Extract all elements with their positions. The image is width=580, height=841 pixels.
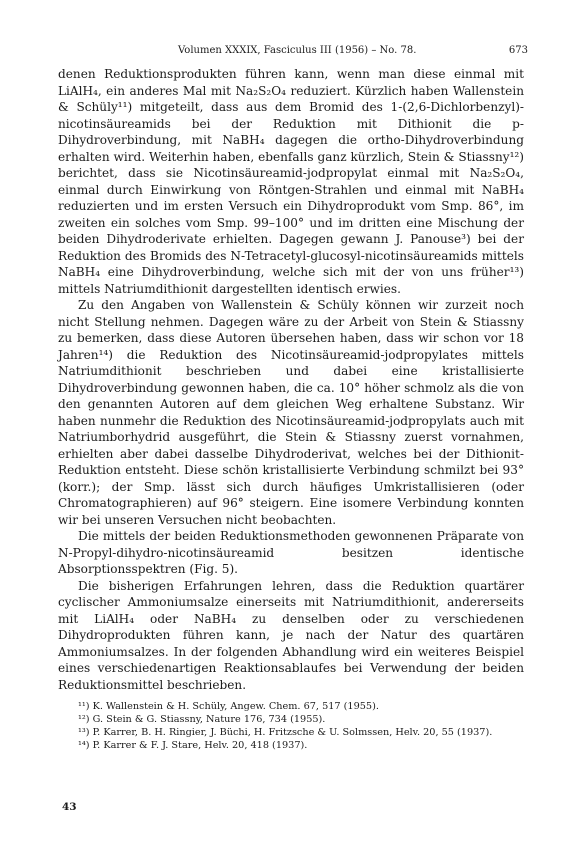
footnote: ¹¹) K. Wallenstein & H. Schüly, Angew. Chem. 67, 517 (1955). [78,701,379,712]
running-header [58,42,528,60]
paragraph: Die bisherigen Erfahrungen lehren, dass die Reduktion quartärer cyclischer Ammoniumsalze einerseits mit Natriumdithionit, andererseits mit LiAlH₄ oder NaBH₄ zu denselben oder zu verschiedenen Dihydroprodukten führen kann, je nach der Natur des quartären Ammoniumsalzes. In der folgenden Abhandlung wird ein weiteres Beispiel eines verschiedenartigen Reaktionsablaufes bei Verwendung der beiden Reduktionsmittel beschrieben. [58,578,524,692]
body-text [58,66,524,693]
paragraph: denen Reduktionsprodukten führen kann, wenn man diese einmal mit LiAlH₄, ein anderes Mal mit Na₂S₂O₄ reduziert. Kürzlich haben Wallenstein & Schüly¹¹) mitgeteilt, dass aus dem Bromid des 1-(2,6-Dichlorbenzyl)-nicotinsäureamids bei der Reduktion mit Dithionit die p-Dihydroverbindung, mit NaBH₄ dagegen die ortho-Dihydroverbindung erhalten wird. Weiterhin haben, ebenfalls ganz kürzlich, Stein & Stiassny¹²) berichtet, dass sie Nicotinsäureamid-jodpropylat einmal mit Na₂S₂O₄, einmal durch Einwirkung von Röntgen-Strahlen und einmal mit NaBH₄ reduzierten und im ersten Versuch ein Dihydroprodukt vom Smp. 86°, im zweiten ein solches vom Smp. 99–100° und im dritten eine Mischung der beiden Dihydroderivate erhielten. Dagegen gewann J. Panouse³) bei der Reduktion des Bromids des N-Tetracetyl-glucosyl-nicotinsäureamids mittels NaBH₄ eine Dihydroverbindung, welche sich mit der von uns früher¹³) mittels Natriumdithionit dargestellten identisch erwies. [58,67,524,296]
footnote: ¹³) P. Karrer, B. H. Ringier, J. Büchi, H. Fritzsche & U. Solmssen, Helv. 20, 55 (1937). [78,727,493,738]
footnotes [58,700,528,752]
paragraph: Zu den Angaben von Wallenstein & Schüly können wir zurzeit noch nicht Stellung nehmen. Dagegen wäre zu der Arbeit von Stein & Stiassny zu bemerken, dass diese Autoren übersehen haben, dass wir schon vor 18 Jahren¹⁴) die Reduktion des Nicotinsäureamid-jodpropylates mittels Natriumdithionit beschrieben und dabei eine kristallisierte Dihydroverbindung gewonnen haben, die ca. 10° höher schmolz als die von den genannten Autoren auf dem gleichen Weg erhaltene Substanz. Wir haben nunmehr die Reduktion des Nicotinsäureamid-jodpropylats auch mit Natriumborhydrid ausgeführt, die Stein & Stiassny zuerst vornahmen, erhielten aber dabei dasselbe Dihydroderivat, welches bei der Dithionit-Reduktion entsteht. Diese schön kristallisierte Verbindung schmilzt bei 93° (korr.); der Smp. lässt sich durch häufiges Umkristallisieren (oder Chromatographieren) auf 96° steigern. Eine isomere Verbindung konnten wir bei unseren Versuchen nicht beobachten. [58,298,524,527]
journal-reference: Volumen XXXIX, Fasciculus III (1956) – No. 78. [178,45,417,56]
page-number: 673 [508,45,528,56]
printer-signature: 43 [62,801,77,813]
paragraph: Die mittels der beiden Reduktionsmethoden gewonnenen Präparate von N-Propyl-dihydro-nicotinsäureamid besitzen identische Absorptionsspektren (Fig. 5). [58,529,524,576]
footnote: ¹²) G. Stein & G. Stiassny, Nature 176, 734 (1955). [78,714,326,725]
footnote: ¹⁴) P. Karrer & F. J. Stare, Helv. 20, 418 (1937). [78,740,308,751]
